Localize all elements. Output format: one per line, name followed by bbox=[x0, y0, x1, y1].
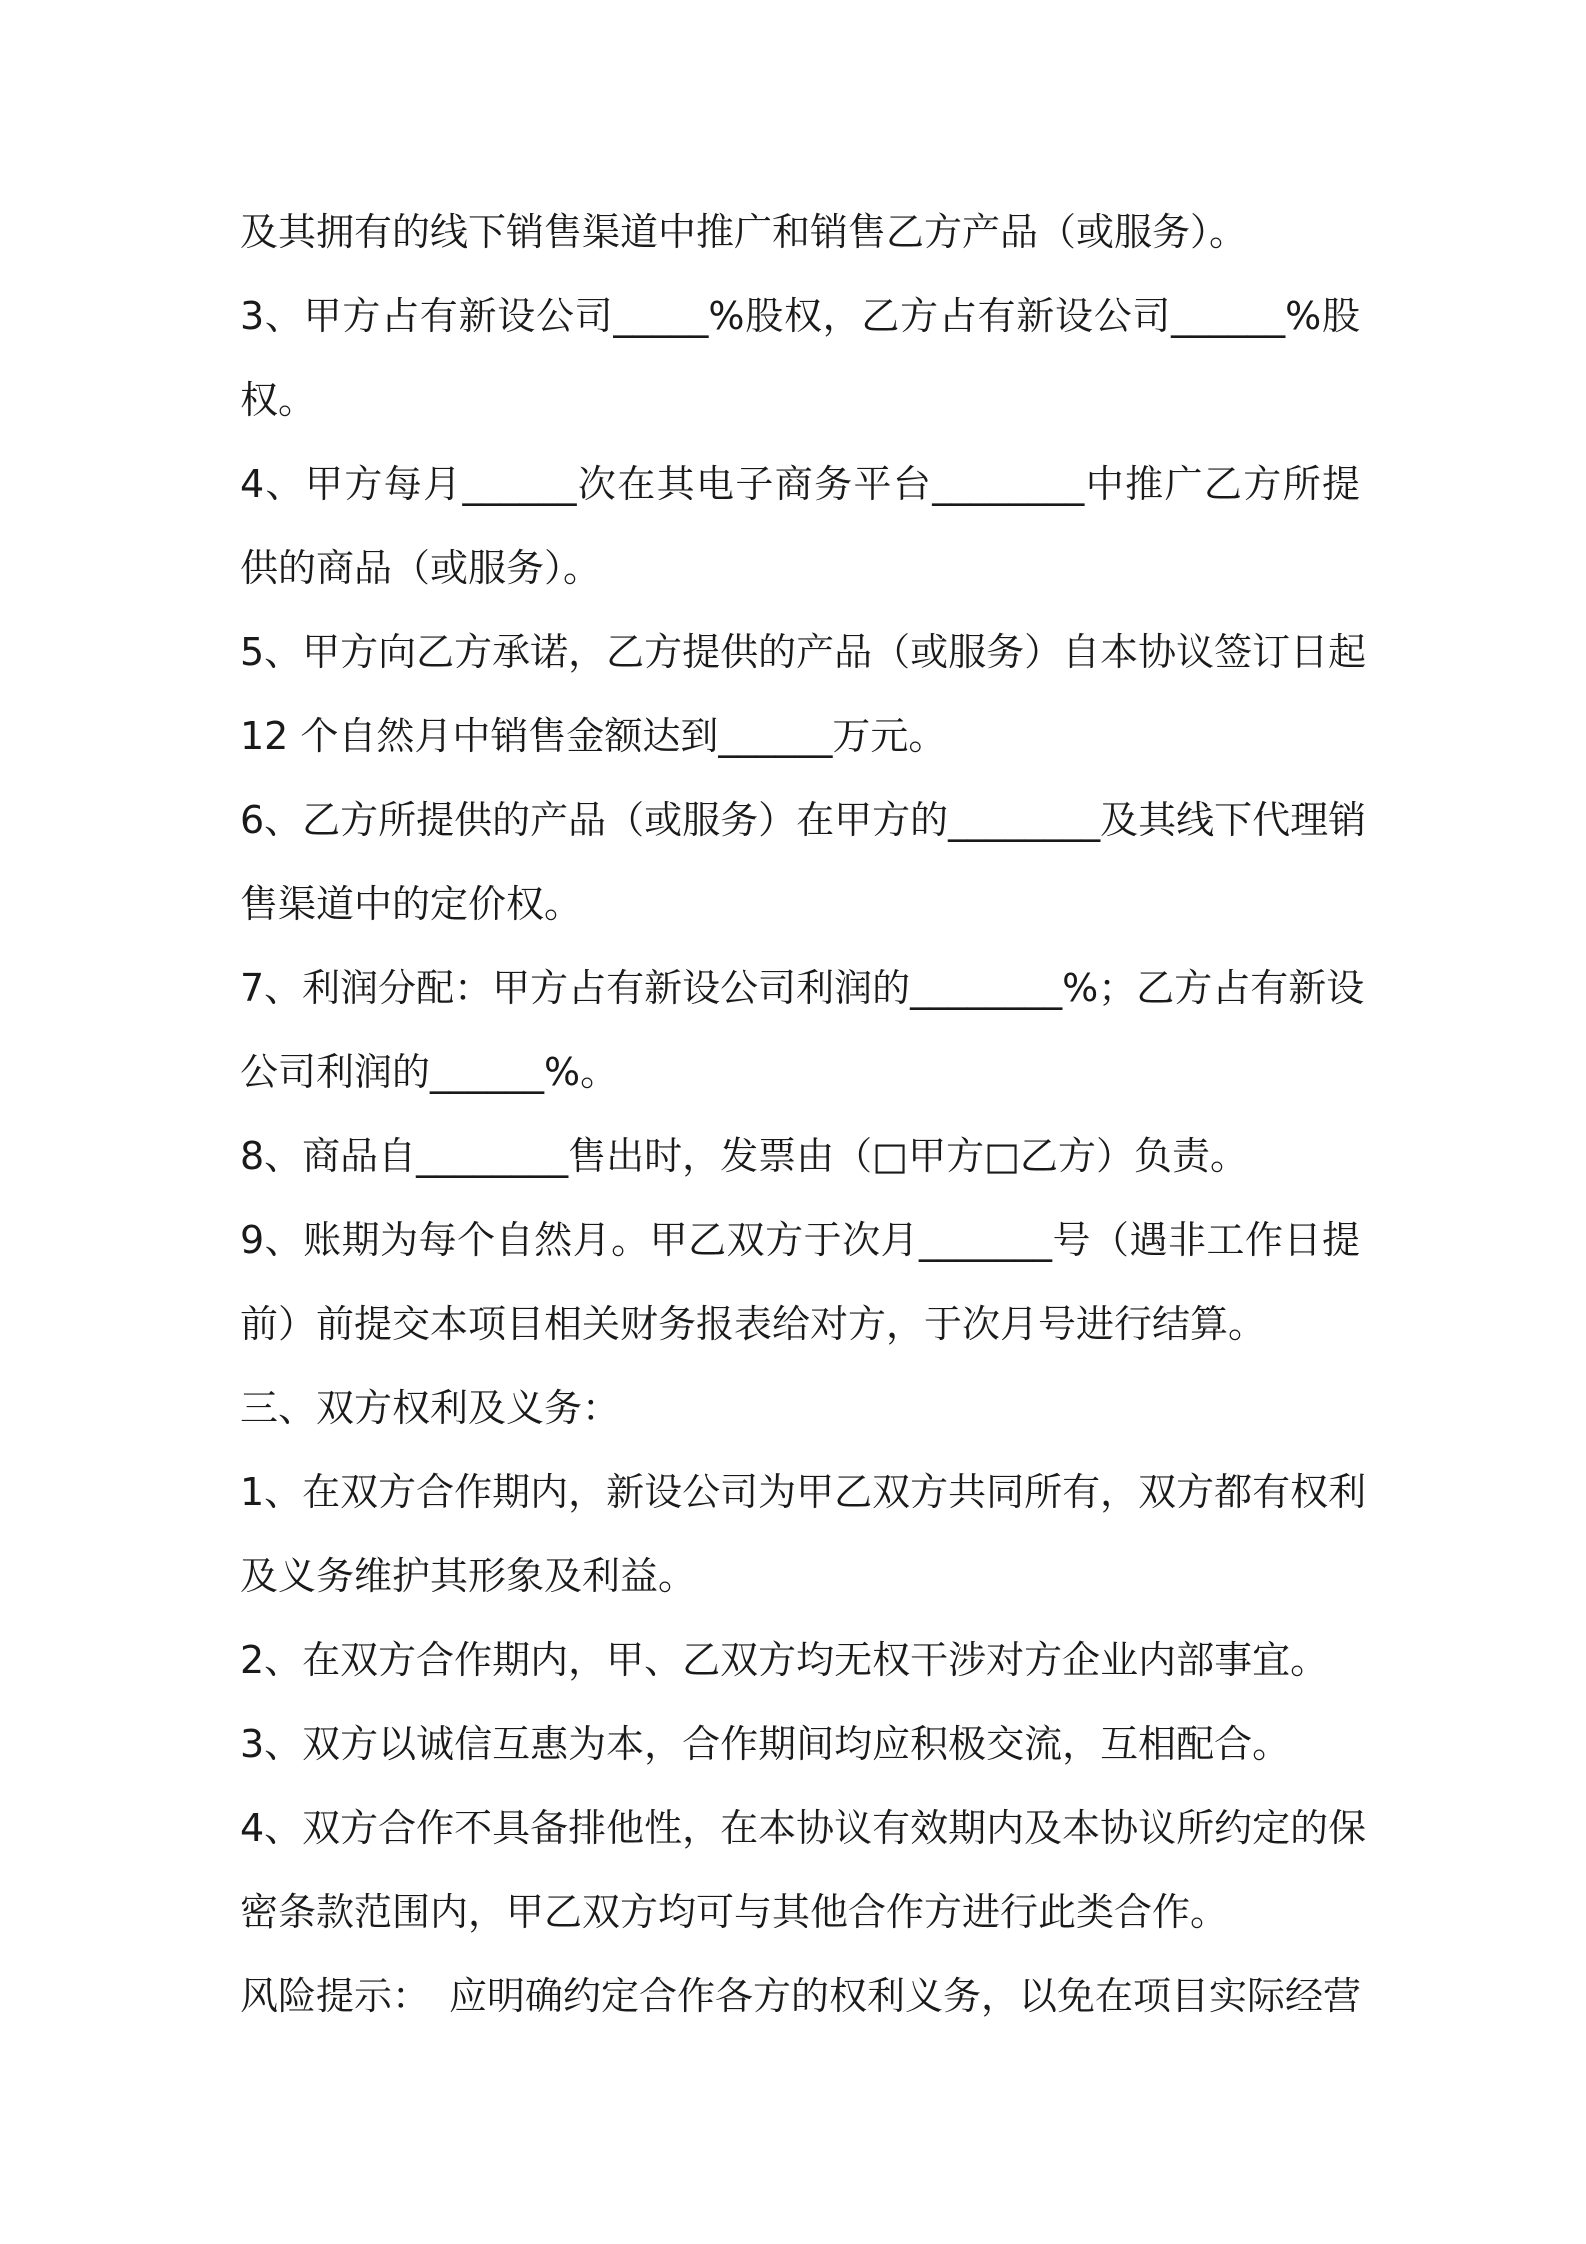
document-body bbox=[240, 190, 1367, 2038]
document-line: 1、在双方合作期内，新设公司为甲乙双方共同所有，双方都有权利 bbox=[240, 1470, 1367, 1514]
document-line: 12 个自然月中销售金额达到______万元。 bbox=[240, 714, 947, 758]
document-line: 密条款范围内，甲乙双方均可与其他合作方进行此类合作。 bbox=[240, 1890, 1229, 1934]
document-line: 7、利润分配：甲方占有新设公司利润的________%；乙方占有新设 bbox=[240, 966, 1365, 1010]
document-line: 公司利润的______%。 bbox=[240, 1050, 619, 1094]
document-line: 风险提示： 应明确约定合作各方的权利义务，以免在项目实际经营 bbox=[240, 1974, 1362, 2018]
document-line: 4、双方合作不具备排他性，在本协议有效期内及本协议所约定的保 bbox=[240, 1806, 1367, 1850]
document-line: 三、双方权利及义务： bbox=[240, 1386, 621, 1430]
document-line: 前）前提交本项目相关财务报表给对方，于次月号进行结算。 bbox=[240, 1302, 1267, 1346]
document-line: 8、商品自________售出时，发票由（□甲方□乙方）负责。 bbox=[240, 1134, 1248, 1178]
document-line: 6、乙方所提供的产品（或服务）在甲方的________及其线下代理销 bbox=[240, 798, 1367, 842]
document-line: 5、甲方向乙方承诺，乙方提供的产品（或服务）自本协议签订日起 bbox=[240, 630, 1367, 674]
document-line: 及义务维护其形象及利益。 bbox=[240, 1554, 697, 1598]
document-line: 及其拥有的线下销售渠道中推广和销售乙方产品（或服务）。 bbox=[240, 210, 1248, 254]
document-line: 9、账期为每个自然月。甲乙双方于次月_______号（遇非工作日提 bbox=[240, 1218, 1360, 1262]
document-line: 供的商品（或服务）。 bbox=[240, 546, 602, 590]
document-line: 售渠道中的定价权。 bbox=[240, 882, 583, 926]
document-line: 权。 bbox=[240, 378, 317, 422]
document-line: 3、双方以诚信互惠为本，合作期间均应积极交流，互相配合。 bbox=[240, 1722, 1291, 1766]
document-line: 3、甲方占有新设公司_____%股权，乙方占有新设公司______%股 bbox=[240, 294, 1360, 338]
document-line: 2、在双方合作期内，甲、乙双方均无权干涉对方企业内部事宜。 bbox=[240, 1638, 1329, 1682]
document-line: 4、甲方每月______次在其电子商务平台________中推广乙方所提 bbox=[240, 462, 1360, 506]
